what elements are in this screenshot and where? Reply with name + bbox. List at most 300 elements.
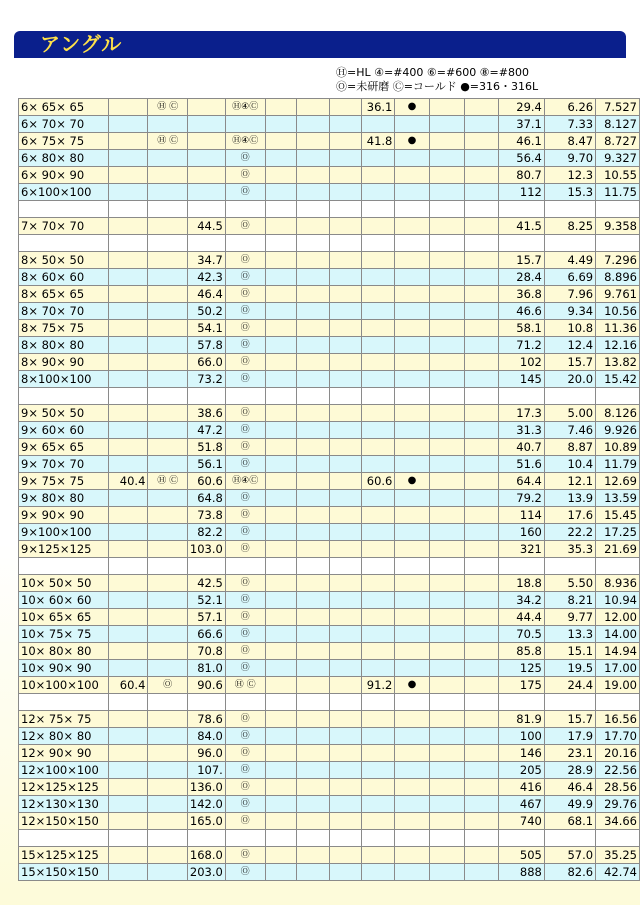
table-cell — [148, 796, 188, 813]
table-cell — [429, 626, 465, 643]
table-cell — [148, 507, 188, 524]
table-cell — [395, 507, 429, 524]
table-cell — [225, 116, 265, 133]
table-cell — [465, 303, 499, 320]
table-cell — [429, 473, 465, 490]
table-cell: 8.87 — [544, 439, 595, 456]
table-cell — [429, 99, 465, 116]
spacer-cell — [187, 694, 225, 711]
table-cell — [265, 269, 296, 286]
table-cell: Ⓗ Ⓒ — [148, 473, 188, 490]
table-cell: 80.7 — [499, 167, 544, 184]
spacer-cell — [429, 694, 465, 711]
table-cell — [395, 150, 429, 167]
table-cell: Ⓗ④Ⓒ — [225, 99, 265, 116]
size-cell: 9× 75× 75 — [19, 473, 109, 490]
table-cell — [296, 456, 330, 473]
table-cell: 6.26 — [544, 99, 595, 116]
table-cell — [265, 728, 296, 745]
table-cell — [330, 711, 362, 728]
table-cell: 19.5 — [544, 660, 595, 677]
table-cell — [362, 813, 395, 830]
legend — [336, 66, 538, 94]
table-cell — [362, 490, 395, 507]
table-cell: 7.46 — [544, 422, 595, 439]
spacer-cell — [330, 830, 362, 847]
size-cell: 9× 80× 80 — [19, 490, 109, 507]
table-cell — [362, 796, 395, 813]
table-cell — [395, 762, 429, 779]
table-cell — [296, 167, 330, 184]
table-cell: 73.2 — [187, 371, 225, 388]
table-cell: 15.45 — [596, 507, 640, 524]
table-cell — [108, 524, 148, 541]
table-cell: 13.3 — [544, 626, 595, 643]
table-cell — [108, 762, 148, 779]
table-cell: 8.47 — [544, 133, 595, 150]
table-cell — [108, 99, 148, 116]
table-cell: 112 — [499, 184, 544, 201]
spacer-cell — [429, 235, 465, 252]
table-cell: ● — [395, 133, 429, 150]
table-cell — [148, 762, 188, 779]
table-cell: 17.6 — [544, 507, 595, 524]
table-cell — [395, 609, 429, 626]
spacer-cell — [362, 201, 395, 218]
spacer-cell — [265, 694, 296, 711]
table-row — [19, 422, 640, 439]
table-cell: Ⓞ — [225, 813, 265, 830]
table-cell — [265, 847, 296, 864]
spacer-cell — [19, 235, 109, 252]
table-row — [19, 609, 640, 626]
table-cell — [395, 575, 429, 592]
table-cell: 42.74 — [596, 864, 640, 881]
table-cell: Ⓞ — [225, 609, 265, 626]
table-cell: 8.126 — [596, 405, 640, 422]
table-cell — [362, 728, 395, 745]
table-cell: Ⓞ — [225, 422, 265, 439]
table-cell — [395, 439, 429, 456]
table-cell — [265, 99, 296, 116]
page-title: アングル — [40, 32, 123, 56]
size-cell: 12× 75× 75 — [19, 711, 109, 728]
table-cell — [265, 422, 296, 439]
table-row — [19, 167, 640, 184]
table-cell — [362, 218, 395, 235]
spacer-cell — [225, 830, 265, 847]
spacer-cell — [187, 388, 225, 405]
table-cell: ● — [395, 99, 429, 116]
table-cell: 41.8 — [362, 133, 395, 150]
table-cell — [148, 286, 188, 303]
table-cell: 46.4 — [187, 286, 225, 303]
table-cell — [395, 541, 429, 558]
table-cell — [148, 252, 188, 269]
table-cell — [265, 354, 296, 371]
size-cell: 9× 65× 65 — [19, 439, 109, 456]
table-cell — [265, 490, 296, 507]
table-cell — [330, 490, 362, 507]
group-spacer-row — [19, 830, 640, 847]
table-cell — [429, 575, 465, 592]
table-cell: 81.9 — [499, 711, 544, 728]
table-cell: 44.4 — [499, 609, 544, 626]
table-cell: 160 — [499, 524, 544, 541]
table-cell: 9.926 — [596, 422, 640, 439]
table-cell: 467 — [499, 796, 544, 813]
table-cell: 42.5 — [187, 575, 225, 592]
table-cell — [265, 150, 296, 167]
table-cell — [330, 796, 362, 813]
spacer-cell — [265, 830, 296, 847]
table-cell: 17.70 — [596, 728, 640, 745]
table-cell — [429, 711, 465, 728]
spacer-cell — [499, 388, 544, 405]
table-cell: 64.8 — [187, 490, 225, 507]
table-cell — [330, 677, 362, 694]
table-cell — [296, 337, 330, 354]
spacer-cell — [148, 830, 188, 847]
table-cell: 13.59 — [596, 490, 640, 507]
table-cell — [395, 184, 429, 201]
table-cell — [330, 439, 362, 456]
table-cell — [265, 184, 296, 201]
table-cell — [148, 490, 188, 507]
size-cell: 9× 50× 50 — [19, 405, 109, 422]
table-cell — [362, 660, 395, 677]
table-cell — [330, 303, 362, 320]
spacer-cell — [265, 235, 296, 252]
table-cell — [108, 286, 148, 303]
table-cell — [429, 337, 465, 354]
table-cell: 10.4 — [544, 456, 595, 473]
table-cell — [296, 677, 330, 694]
table-cell — [429, 371, 465, 388]
size-cell: 6× 75× 75 — [19, 133, 109, 150]
size-cell: 12×125×125 — [19, 779, 109, 796]
table-cell: 103.0 — [187, 541, 225, 558]
table-cell: 9.70 — [544, 150, 595, 167]
table-cell — [265, 643, 296, 660]
table-cell — [296, 439, 330, 456]
table-cell — [330, 252, 362, 269]
table-cell — [465, 473, 499, 490]
spacer-cell — [429, 830, 465, 847]
table-cell: 21.69 — [596, 541, 640, 558]
spacer-cell — [187, 558, 225, 575]
table-cell — [108, 864, 148, 881]
spacer-cell — [19, 201, 109, 218]
table-cell — [108, 337, 148, 354]
table-cell — [108, 439, 148, 456]
table-cell — [265, 864, 296, 881]
table-cell — [465, 660, 499, 677]
table-cell: 70.8 — [187, 643, 225, 660]
table-cell — [148, 643, 188, 660]
table-row — [19, 320, 640, 337]
table-cell — [465, 490, 499, 507]
table-cell: 321 — [499, 541, 544, 558]
table-cell — [362, 303, 395, 320]
table-cell — [395, 847, 429, 864]
table-cell — [148, 184, 188, 201]
table-cell — [265, 337, 296, 354]
legend-line-finish: Ⓗ=HL ④=#400 ⑥=#600 ⑧=#800 — [336, 66, 529, 79]
spacer-cell — [330, 235, 362, 252]
table-cell — [265, 286, 296, 303]
table-cell: Ⓞ — [225, 303, 265, 320]
angle-spec-table — [18, 98, 640, 881]
spacer-cell — [296, 388, 330, 405]
table-cell — [330, 864, 362, 881]
table-cell — [265, 524, 296, 541]
size-cell: 6×100×100 — [19, 184, 109, 201]
table-row — [19, 99, 640, 116]
table-cell: 79.2 — [499, 490, 544, 507]
table-cell: Ⓞ — [225, 575, 265, 592]
table-cell — [148, 371, 188, 388]
spacer-cell — [596, 235, 640, 252]
table-cell — [148, 864, 188, 881]
table-cell: 168.0 — [187, 847, 225, 864]
spacer-cell — [544, 201, 595, 218]
spacer-cell — [19, 694, 109, 711]
table-cell: 23.1 — [544, 745, 595, 762]
table-cell: 56.1 — [187, 456, 225, 473]
table-row — [19, 575, 640, 592]
table-cell: 20.16 — [596, 745, 640, 762]
table-cell — [265, 320, 296, 337]
table-cell — [465, 643, 499, 660]
table-cell — [465, 762, 499, 779]
table-cell — [362, 575, 395, 592]
table-cell — [265, 405, 296, 422]
size-cell: 9×100×100 — [19, 524, 109, 541]
table-cell: 46.1 — [499, 133, 544, 150]
table-cell — [148, 779, 188, 796]
table-cell — [187, 133, 225, 150]
table-cell — [296, 286, 330, 303]
table-cell — [395, 371, 429, 388]
spacer-cell — [225, 694, 265, 711]
table-cell — [395, 456, 429, 473]
table-cell — [429, 269, 465, 286]
table-cell: 19.00 — [596, 677, 640, 694]
table-cell — [362, 643, 395, 660]
table-row — [19, 354, 640, 371]
table-cell — [330, 745, 362, 762]
table-cell — [108, 456, 148, 473]
table-cell — [330, 813, 362, 830]
table-cell — [395, 337, 429, 354]
table-cell: Ⓗ④Ⓒ — [225, 133, 265, 150]
table-cell — [148, 592, 188, 609]
table-cell — [330, 269, 362, 286]
table-cell: Ⓞ — [225, 643, 265, 660]
table-cell: Ⓞ — [225, 711, 265, 728]
table-cell — [296, 626, 330, 643]
table-cell — [108, 541, 148, 558]
table-row — [19, 150, 640, 167]
table-cell — [108, 303, 148, 320]
table-cell — [148, 405, 188, 422]
table-cell: 165.0 — [187, 813, 225, 830]
spacer-cell — [362, 694, 395, 711]
table-cell — [362, 184, 395, 201]
table-cell — [148, 422, 188, 439]
table-cell: 28.4 — [499, 269, 544, 286]
table-cell: 12.69 — [596, 473, 640, 490]
table-cell: 38.6 — [187, 405, 225, 422]
table-cell: 70.5 — [499, 626, 544, 643]
group-spacer-row — [19, 388, 640, 405]
table-cell — [148, 269, 188, 286]
table-cell — [395, 813, 429, 830]
table-cell — [429, 354, 465, 371]
size-cell: 8× 70× 70 — [19, 303, 109, 320]
size-cell: 6× 90× 90 — [19, 167, 109, 184]
spacer-cell — [499, 694, 544, 711]
table-row — [19, 847, 640, 864]
table-cell: 12.3 — [544, 167, 595, 184]
table-cell: 84.0 — [187, 728, 225, 745]
spacer-cell — [429, 388, 465, 405]
spacer-cell — [225, 235, 265, 252]
table-cell — [330, 541, 362, 558]
table-cell — [330, 575, 362, 592]
size-cell: 8× 90× 90 — [19, 354, 109, 371]
table-cell — [362, 167, 395, 184]
table-cell — [395, 711, 429, 728]
table-cell — [265, 303, 296, 320]
table-cell — [296, 728, 330, 745]
table-row — [19, 660, 640, 677]
table-cell — [429, 864, 465, 881]
table-cell — [108, 405, 148, 422]
table-cell — [108, 796, 148, 813]
table-cell — [265, 779, 296, 796]
table-cell — [429, 592, 465, 609]
table-cell: Ⓗ Ⓒ — [148, 99, 188, 116]
table-cell: Ⓞ — [225, 524, 265, 541]
table-cell — [395, 116, 429, 133]
table-cell — [465, 422, 499, 439]
table-cell — [296, 150, 330, 167]
table-cell — [429, 150, 465, 167]
group-spacer-row — [19, 558, 640, 575]
table-cell — [465, 218, 499, 235]
table-cell: Ⓞ — [225, 626, 265, 643]
table-cell: 66.0 — [187, 354, 225, 371]
table-cell — [187, 99, 225, 116]
table-cell — [429, 609, 465, 626]
table-cell: 60.6 — [362, 473, 395, 490]
table-cell: Ⓞ — [148, 677, 188, 694]
spacer-cell — [148, 235, 188, 252]
table-cell — [108, 847, 148, 864]
table-cell — [429, 167, 465, 184]
table-cell: 7.527 — [596, 99, 640, 116]
table-cell — [148, 728, 188, 745]
table-cell — [429, 456, 465, 473]
table-cell — [296, 796, 330, 813]
size-cell: 9×125×125 — [19, 541, 109, 558]
table-cell: Ⓞ — [225, 456, 265, 473]
size-cell: 10× 60× 60 — [19, 592, 109, 609]
table-cell: Ⓞ — [225, 847, 265, 864]
table-row — [19, 796, 640, 813]
table-cell — [148, 218, 188, 235]
table-cell — [362, 116, 395, 133]
table-cell — [148, 541, 188, 558]
table-cell — [296, 133, 330, 150]
table-cell — [187, 184, 225, 201]
size-cell: 12× 80× 80 — [19, 728, 109, 745]
table-cell: Ⓞ — [225, 218, 265, 235]
spacer-cell — [187, 830, 225, 847]
table-cell: ● — [395, 473, 429, 490]
table-cell: 31.3 — [499, 422, 544, 439]
spacer-cell — [465, 830, 499, 847]
table-cell: 28.56 — [596, 779, 640, 796]
table-cell: 34.7 — [187, 252, 225, 269]
table-cell: 35.3 — [544, 541, 595, 558]
size-cell: 12×150×150 — [19, 813, 109, 830]
table-row — [19, 813, 640, 830]
spacer-cell — [499, 558, 544, 575]
table-cell — [465, 813, 499, 830]
table-cell — [395, 252, 429, 269]
table-cell: 11.79 — [596, 456, 640, 473]
table-cell — [362, 626, 395, 643]
table-cell: 14.94 — [596, 643, 640, 660]
spacer-cell — [225, 388, 265, 405]
table-cell: 57.0 — [544, 847, 595, 864]
table-cell — [108, 320, 148, 337]
table-cell — [330, 405, 362, 422]
table-cell: Ⓞ — [225, 405, 265, 422]
table-cell — [148, 320, 188, 337]
table-cell — [362, 422, 395, 439]
table-cell: 81.0 — [187, 660, 225, 677]
table-cell — [108, 592, 148, 609]
table-cell: Ⓞ — [225, 337, 265, 354]
spacer-cell — [596, 201, 640, 218]
table-cell — [429, 218, 465, 235]
table-row — [19, 507, 640, 524]
table-cell — [395, 422, 429, 439]
table-cell: 505 — [499, 847, 544, 864]
table-cell — [395, 643, 429, 660]
table-cell — [148, 524, 188, 541]
table-cell — [330, 218, 362, 235]
table-cell: 82.6 — [544, 864, 595, 881]
table-cell: 10.94 — [596, 592, 640, 609]
table-cell — [395, 779, 429, 796]
table-cell: 114 — [499, 507, 544, 524]
table-cell — [465, 371, 499, 388]
spacer-cell — [429, 558, 465, 575]
table-cell: 740 — [499, 813, 544, 830]
table-cell: 102 — [499, 354, 544, 371]
table-cell — [465, 524, 499, 541]
size-cell: 8×100×100 — [19, 371, 109, 388]
table-cell — [429, 643, 465, 660]
table-cell — [108, 507, 148, 524]
table-cell: 47.2 — [187, 422, 225, 439]
table-cell — [330, 150, 362, 167]
